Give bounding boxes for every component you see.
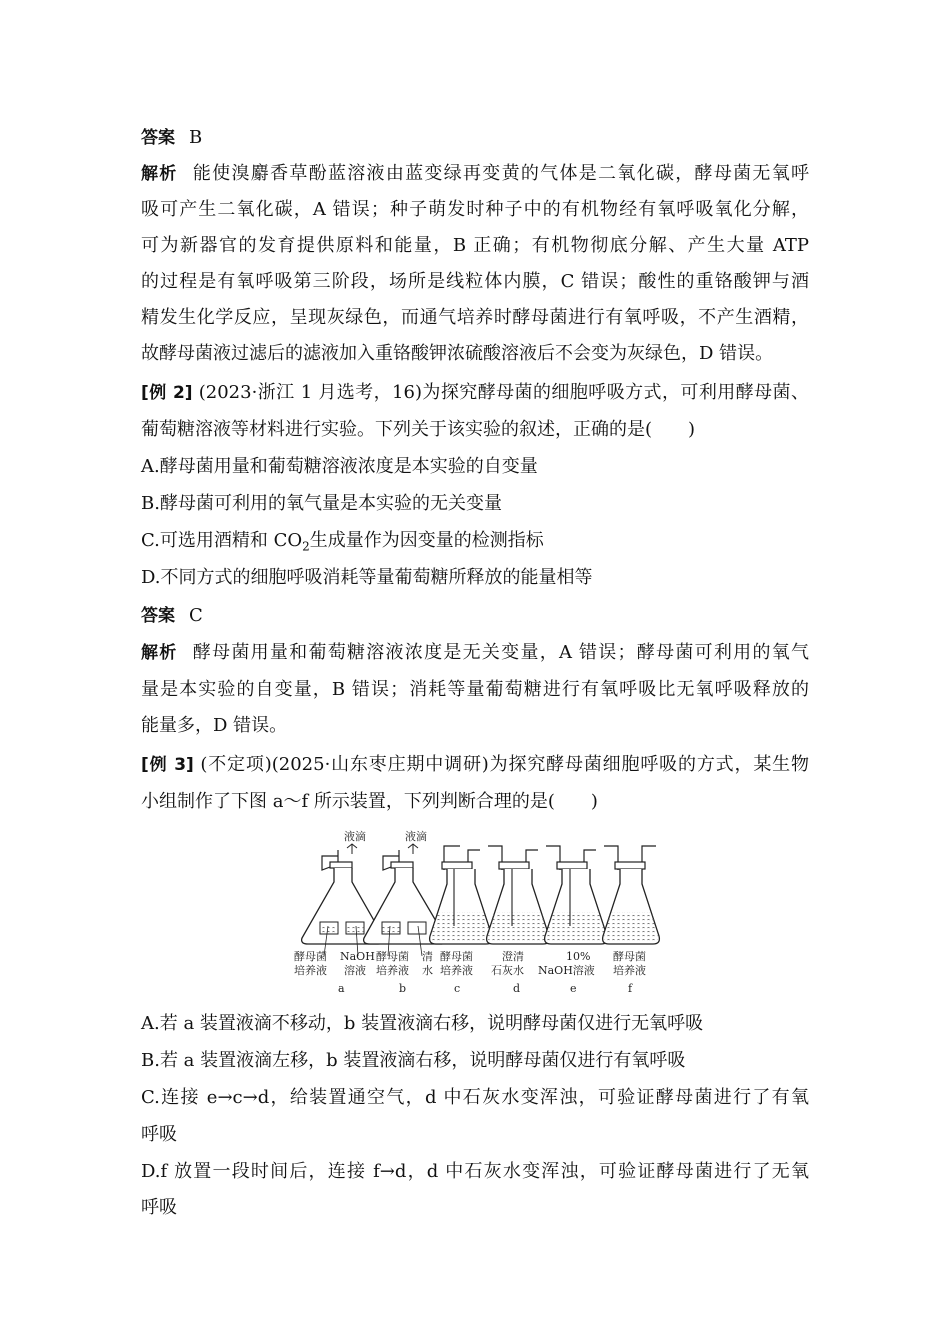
answer-2 [141,604,203,628]
arrow-icon [347,844,357,854]
option-c-text-2: 生成量作为因变量的检测指标 [309,530,544,551]
explanation-2-line-3: 能量多，D 错误。 [141,715,288,736]
stopper-icon [442,862,472,869]
example-3-stem-line-2: 小组制作了下图 a～f 所示装置，下列判断合理的是( ) [141,791,598,812]
label-f1: 酵母菌 [613,950,646,963]
yeast-respiration-apparatus-figure [292,826,662,998]
stopper-icon [499,862,529,869]
stopper-icon [557,862,587,869]
example-2-stem-line-2: 葡萄糖溶液等材料进行实验。下列关于该实验的叙述，正确的是( ) [141,419,696,440]
label-a1: 酵母菌 [294,950,327,963]
answer-value: C [189,605,203,626]
label-d2: 石灰水 [491,964,524,977]
explanation-1-line-4: 的过程是有氧呼吸第三阶段，场所是线粒体内膜，C 错误；酸性的重铬酸钾与酒 [141,271,809,292]
explanation-1-line-1 [141,162,809,186]
drop-label-a: 液滴 [344,830,366,843]
label-f2: 培养液 [613,964,646,977]
answer-value: B [189,127,203,148]
stopper-icon [391,862,413,868]
example-stem: (不定项)(2025·山东枣庄期中调研)为探究酵母菌细胞呼吸的方式，某生物 [200,754,809,775]
example-3-option-d-line-1: D.f 放置一段时间后，连接 f→d，d 中石灰水变浑浊，可验证酵母菌进行了无氧 [141,1161,809,1182]
letter-b: b [399,982,407,995]
example-3-option-c-line-2: 呼吸 [141,1124,177,1145]
example-stem: (2023·浙江 1 月选考，16)为探究酵母菌的细胞呼吸方式，可利用酵母菌、 [198,382,809,403]
beaker-icon [408,922,426,934]
label-b3: 清 [422,950,433,963]
label-c2: 培养液 [440,964,473,977]
label-a4: 溶液 [344,964,366,977]
label-e2: NaOH溶液 [538,964,595,977]
example-3-option-d-line-2: 呼吸 [141,1197,177,1218]
label-b4: 水 [422,964,433,977]
explanation-2-line-1 [141,641,809,665]
drop-label-b: 液滴 [405,830,427,843]
example-2-option-b: B.酵母菌可利用的氧气量是本实验的无关变量 [141,493,502,514]
letter-c: c [454,982,461,995]
example-2-stem-line-1 [141,381,809,405]
label-a2: 培养液 [294,964,327,977]
example-tag: [例 3] [141,755,194,775]
example-tag: [例 2] [141,383,193,403]
label-c1: 酵母菌 [440,950,473,963]
label-b1: 酵母菌 [376,950,409,963]
label-e1: 10% [566,950,591,963]
answer-label: 答案 [141,128,175,148]
figure-labels [294,949,646,995]
letter-d: d [513,982,521,995]
stopper-icon [330,862,352,868]
flask-f [603,846,660,944]
explanation-1-line-6: 故酵母菌液过滤后的滤液加入重铬酸钾浓硫酸溶液后不会变为灰绿色，D 错误。 [141,343,774,364]
example-2-option-d: D.不同方式的细胞呼吸消耗等量葡萄糖所释放的能量相等 [141,567,593,588]
example-3-option-b: B.若 a 装置液滴左移，b 装置液滴右移，说明酵母菌仅进行有氧呼吸 [141,1050,686,1071]
answer-label: 答案 [141,606,175,626]
stopper-icon [615,862,645,869]
label-b2: 培养液 [376,964,409,977]
example-3-option-a: A.若 a 装置液滴不移动，b 装置液滴右移，说明酵母菌仅进行无氧呼吸 [141,1013,704,1034]
example-3-stem-line-1 [141,753,809,777]
explanation-label: 解析 [141,164,178,184]
flask-c [430,846,493,944]
option-c-text: C.可选用酒精和 CO [141,530,303,551]
label-a3: NaOH [340,950,375,963]
explanation-1-line-2: 吸可产生二氧化碳，A 错误；种子萌发时种子中的有机物经有氧呼吸氧化分解， [141,199,809,220]
letter-e: e [570,982,577,995]
answer-1 [141,126,202,150]
example-2-option-c [141,529,544,553]
arrow-icon [408,844,418,854]
example-2-option-a: A.酵母菌用量和葡萄糖溶液浓度是本实验的自变量 [141,456,538,477]
subscript: 2 [302,539,310,554]
example-3-option-c-line-1: C.连接 e→c→d，给装置通空气，d 中石灰水变浑浊，可验证酵母菌进行了有氧 [141,1087,809,1108]
flask-d [487,846,550,944]
flask-e [545,846,608,944]
letter-f: f [628,982,633,995]
letter-a: a [338,982,345,995]
explanation-2-line-2: 量是本实验的自变量，B 错误；消耗等量葡萄糖进行有氧呼吸比无氧呼吸释放的 [141,679,809,700]
explanation-label: 解析 [141,643,178,663]
explanation-text: 酵母菌用量和葡萄糖溶液浓度是无关变量，A 错误；酵母菌可利用的氧气 [191,642,809,663]
explanation-text: 能使溴麝香草酚蓝溶液由蓝变绿再变黄的气体是二氧化碳，酵母菌无氧呼 [191,163,810,184]
label-d1: 澄清 [502,950,524,963]
explanation-1-line-5: 精发生化学反应，呈现灰绿色，而通气培养时酵母菌进行有氧呼吸，不产生酒精， [141,307,809,328]
explanation-1-line-3: 可为新器官的发育提供原料和能量，B 正确；有机物彻底分解、产生大量 ATP [141,235,809,256]
